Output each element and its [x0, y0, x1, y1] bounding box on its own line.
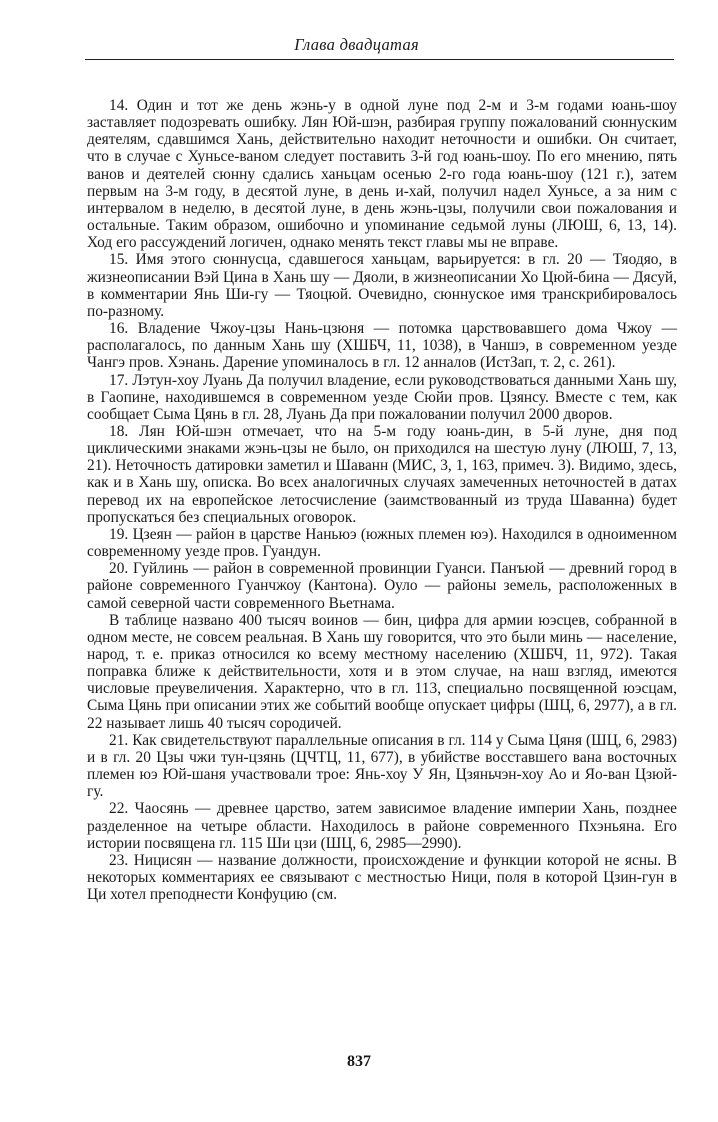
- note-17: 17. Лэтун-хоу Луань Да получил владение, если руководствоваться данными Хань шу, в Гаопине, находившемся в современном уезде Сюйи пров. Цзянсу. Вместе с тем, как сообщает Сыма Цянь в гл. 28, Луань Да при пожаловании получил 2000 дворов.: [87, 371, 677, 423]
- note-14: 14. Один и тот же день жэнь-у в одной луне под 2-м и 3-м годами юань-шоу заставляет подозревать ошибку. Лян Юй-шэн, разбирая группу пожалований сюннуским деятелям, сдавшимся Хань, действительно находит неточности и ошибки. Он считает, что в случае с Хуньсе-ваном следует поставить 3-й год юань-шоу. По его мнению, пять ванов и деятелей сюнну сдались ханьцам осенью 2-го года юань-шоу (121 г.), затем первым на 3-м году, в десятой луне, в день и-хай, получил надел Хуньсе, а за ним с интервалом в неделю, в десятой луне, в день жэнь-цзы, получили свои пожалования и остальные. Таким образом, ошибочно и упоминание седьмой луны (ЛЮШ, 6, 13, 14). Ход его рассуждений логичен, однако менять текст главы мы не вправе.: [87, 97, 677, 252]
- note-21: 21. Как свидетельствуют параллельные описания в гл. 114 у Сыма Цяня (ШЦ, 6, 2983) и в гл. 20 Цзы чжи тун-цзянь (ЦЧТЦ, 11, 677), в убийстве восставшего вана восточных племен юэ Юй-шаня участвовали трое: Янь-хоу У Ян, Цзяньчэн-хоу Ао и Яо-ван Цзюй-гу.: [87, 731, 677, 801]
- note-20: 20. Гуйлинь — район в современной провинции Гуанси. Панъюй — древний город в районе современного Гуанчжоу (Кантона). Оуло — районы земель, расположенных в самой северной части современного Вьетнама.: [87, 560, 677, 612]
- running-header: [85, 30, 674, 60]
- note-20-continued: В таблице названо 400 тысяч воинов — бин, цифра для армии юэсцев, собранной в одном месте, не совсем реальная. В Хань шу говорится, что это были минь — население, народ, т. е. приказ относился ко всему местному населению (ХШБЧ, 11, 972). Такая поправка ближе к действительности, хотя и в этом случае, на наш взгляд, имеются числовые преувеличения. Характерно, что в гл. 113, специально посвященной юэсцам, Сыма Цянь при описании этих же событий вообще опускает цифры (ШЦ, 6, 2977), а в гл. 22 называет лишь 40 тысяч сородичей.: [87, 611, 677, 732]
- note-15: 15. Имя этого сюннусца, сдавшегося ханьцам, варьируется: в гл. 20 — Тяодяо, в жизнеописании Вэй Цина в Хань шу — Дяоли, в жизнеописании Хо Цюй-бина — Дясуй, в комментарии Янь Ши-гу — Тяоцюй. Очевидно, сюннуское имя транскрибировалось по-разному.: [87, 251, 677, 320]
- commentary-body: [87, 97, 677, 903]
- page-number: 837: [347, 1053, 371, 1070]
- note-22: 22. Чаосянь — древнее царство, затем зависимое владение империи Хань, позднее разделенное на четыре области. Находилось в районе современного Пхэньяна. Его истории посвящена гл. 115 Ши цзи (ШЦ, 6, 2985—2990).: [87, 800, 677, 852]
- chapter-title: Глава двадцатая: [294, 35, 419, 54]
- note-18: 18. Лян Юй-шэн отмечает, что на 5-м году юань-дин, в 5-й луне, дня под циклическими знаками жэнь-цзы не было, он приходился на шестую луну (ЛЮШ, 7, 13, 21). Неточность датировки заметил и Шаванн (МИС, 3, 1, 163, примеч. 3). Видимо, здесь, как и в Хань шу, описка. Во всех аналогичных случаях замеченных неточностей в датах перевод их на европейское летосчисление (заимствованный из труда Шаванна) будет пропускаться без специальных оговорок.: [87, 422, 677, 526]
- note-23: 23. Ницисян — название должности, происхождение и функции которой не ясны. В некоторых комментариях ее связывают с местностью Ници, поля в которой Цзин-гун в Ци хотел преподнести Конфуцию (см.: [87, 851, 677, 904]
- note-16: 16. Владение Чжоу-цзы Нань-цзюня — потомка царствовавшего дома Чжоу — располагалось, по данным Хань шу (ХШБЧ, 11, 1038), в Чаншэ, в современном уезде Чангэ пров. Хэнань. Дарение упоминалось в гл. 12 анналов (ИстЗап, т. 2, с. 261).: [87, 320, 677, 372]
- note-19: 19. Цзеян — район в царстве Наньюэ (южных племен юэ). Находился в одноименном современному уезде пров. Гуандун.: [87, 525, 677, 561]
